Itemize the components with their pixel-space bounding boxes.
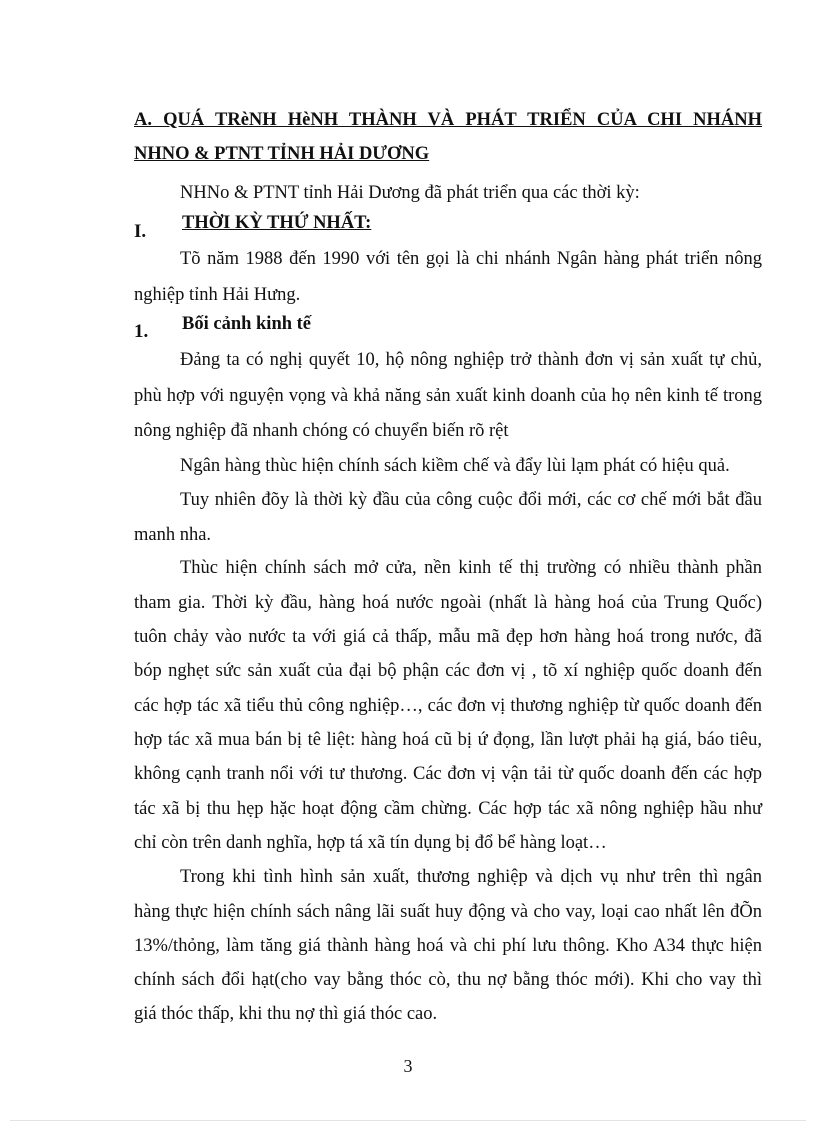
intro-sentence: NHNo & PTNT tỉnh Hải Dương đã phát triển qua các thời kỳ: [180,183,640,203]
body-line: các hợp tác xã tiểu thủ công nghiệp…, các đơn vị thương nghiệp từ quốc doanh đến [134,696,762,716]
section-heading: THỜI KỲ THỨ NHẤT: [182,213,372,233]
body-line: hợp tác xã mua bán bị tê liệt: hàng hoá cũ bị ứ đọng, lần lượt phải hạ giá, báo tiêu, [134,730,762,750]
subsection-number: 1. [134,321,149,342]
body-line: phù hợp với nguyện vọng và khả năng sản xuất kinh doanh của họ nên kinh tế trong [134,386,762,406]
body-line: Ngân hàng thùc hiện chính sách kiềm chế và đẩy lùi lạm phát có hiệu quả. [180,456,730,476]
body-line: hàng thực hiện chính sách nâng lãi suất huy động và cho vay, loại cao nhất lên đÕn [134,902,762,922]
body-line: chỉ còn trên danh nghĩa, hợp tá xã tín dụng bị đổ bể hàng loạt… [134,833,607,853]
body-line: nông nghiệp đã nhanh chóng có chuyển biến rõ rệt [134,421,509,441]
section-number: I. [134,221,147,242]
subsection-heading: Bối cảnh kinh tế [182,314,312,334]
section-para-line-2: nghiệp tỉnh Hải Hưng. [134,285,301,305]
body-line: chính sách đổi hạt(cho vay bằng thóc cò, thu nợ bằng thóc mới). Khi cho vay thì [134,970,762,990]
body-line: Trong khi tình hình sản xuất, thương nghiệp và dịch vụ như trên thì ngân [180,867,762,887]
body-line: Đảng ta có nghị quyết 10, hộ nông nghiệp trở thành đơn vị sản xuất tự chủ, [180,350,762,370]
body-line: bóp nghẹt sức sản xuất của đại bộ phận các đơn vị , tõ xí nghiệp quốc doanh đến [134,661,762,681]
page-bottom-rule [10,1120,806,1121]
body-line: 13%/thỏng, làm tăng giá thành hàng hoá và chi phí lưu thông. Kho A34 thực hiện [134,936,762,956]
page-number: 3 [403,1056,413,1076]
body-line: giá thóc thấp, khi thu nợ thì giá thóc cao. [134,1004,438,1024]
body-line: Tuy nhiên đõy là thời kỳ đầu của công cuộc đổi mới, các cơ chế mới bắt đầu [180,490,762,510]
body-line: Thùc hiện chính sách mở cửa, nền kinh tế thị trường có nhiều thành phần [180,558,762,578]
body-line: tác xã bị thu hẹp hặc hoạt động cầm chừng. Các hợp tác xã nông nghiệp hầu như [134,799,762,819]
body-line: tham gia. Thời kỳ đầu, hàng hoá nước ngoài (nhất là hàng hoá của Trung Quốc) [134,593,762,613]
body-line: manh nha. [134,525,212,545]
chapter-title-line-2: NHNO & PTNT TỈNH HẢI DƯƠNG [134,144,430,164]
section-para-line-1: Tõ năm 1988 đến 1990 với tên gọi là chi nhánh Ngân hàng phát triển nông [180,249,762,269]
chapter-title-line-1: A. QUÁ TRèNH HèNH THÀNH VÀ PHÁT TRIỂN CỦA CHI NHÁNH [134,110,762,130]
body-line: tuôn chảy vào nước ta với giá cả thấp, mẫu mã đẹp hơn hàng hoá trong nước, đã [134,627,762,647]
body-line: không cạnh tranh nổi với tư thương. Các đơn vị vận tải từ quốc doanh đến các hợp [134,764,762,784]
